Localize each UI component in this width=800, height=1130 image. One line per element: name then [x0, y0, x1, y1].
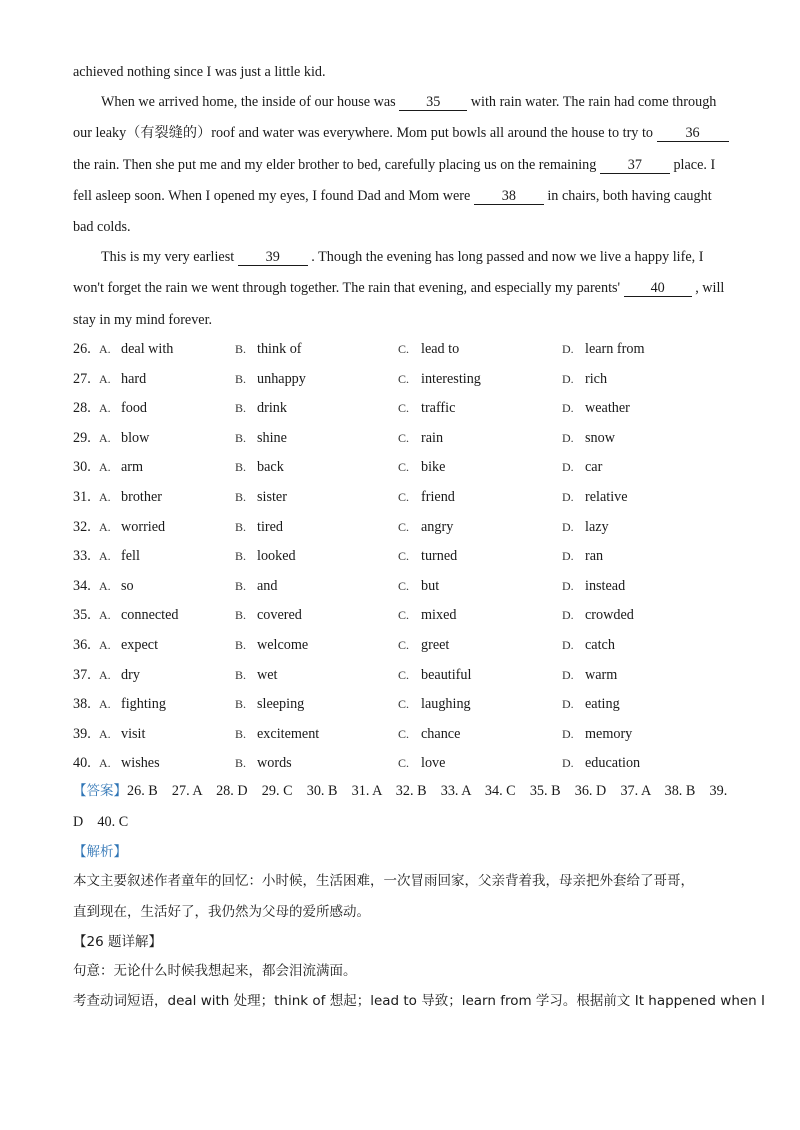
question-row	[73, 488, 753, 506]
option-letter-c: C.	[398, 638, 410, 652]
passage-text: place. I	[669, 157, 716, 173]
question-row	[73, 666, 753, 684]
passage-text: the rain. Then she put me and my elder brother to bed, carefully placing us on the remaining	[73, 157, 600, 173]
option-c[interactable]: rain	[421, 429, 444, 446]
option-d[interactable]: weather	[585, 400, 630, 417]
option-c[interactable]: angry	[421, 518, 454, 535]
question-row	[73, 636, 753, 654]
option-b[interactable]: wet	[257, 666, 278, 683]
option-letter-b: B.	[235, 697, 247, 712]
option-a[interactable]: blow	[121, 429, 150, 446]
option-letter-d: D.	[562, 430, 574, 445]
q26-detail: 考查动词短语，deal with 处理；think of 想起；lead to 导致；learn from 学习。根据前文 It happened when I	[73, 993, 766, 1009]
question-row	[73, 606, 753, 624]
option-c[interactable]: interesting	[421, 370, 481, 387]
question-row	[73, 370, 753, 388]
option-c[interactable]: lead to	[421, 341, 460, 357]
option-letter-c: C.	[398, 756, 410, 771]
option-letter-c: C.	[398, 430, 410, 445]
option-letter-a: A.	[99, 608, 111, 623]
option-letter-a: A.	[99, 697, 111, 712]
passage-line: achieved nothing since I was just a little kid.	[73, 64, 326, 80]
option-letter-a: A.	[99, 519, 111, 534]
question-number: 26.	[73, 341, 91, 357]
option-letter-c: C.	[398, 726, 410, 741]
option-d[interactable]: car	[585, 459, 603, 476]
passage-text: , will	[691, 280, 725, 296]
option-letter-b: B.	[235, 519, 247, 534]
option-letter-d: D.	[562, 756, 574, 771]
passage-text: . Though the evening has long passed and now we live a happy life, I	[307, 249, 704, 265]
option-a[interactable]: brother	[121, 489, 162, 505]
option-letter-b: B.	[235, 490, 247, 504]
option-b[interactable]: sleeping	[257, 696, 305, 713]
option-letter-b: B.	[235, 342, 247, 356]
option-letter-d: D.	[562, 697, 574, 712]
question-number: 39.	[73, 725, 91, 742]
option-c[interactable]: bike	[421, 459, 446, 476]
option-letter-b: B.	[235, 608, 247, 623]
option-letter-d: D.	[562, 608, 574, 623]
option-a[interactable]: dry	[121, 666, 140, 683]
option-letter-c: C.	[398, 342, 410, 356]
option-letter-a: A.	[99, 401, 111, 416]
option-c[interactable]: laughing	[421, 696, 471, 713]
passage-line	[73, 156, 715, 174]
option-letter-a: A.	[99, 460, 111, 475]
option-a[interactable]: wishes	[121, 755, 160, 772]
passage-text: When we arrived home, the inside of our house was	[101, 94, 400, 110]
option-letter-d: D.	[562, 549, 574, 564]
option-letter-b: B.	[235, 638, 247, 652]
option-letter-a: A.	[99, 549, 111, 564]
question-number: 28.	[73, 400, 91, 417]
option-b[interactable]: tired	[257, 518, 283, 535]
option-d[interactable]: memory	[585, 725, 633, 742]
passage-text: fell asleep soon. When I opened my eyes, I found Dad and Mom were	[73, 188, 474, 204]
option-a[interactable]: deal with	[121, 341, 174, 357]
option-b[interactable]: welcome	[257, 637, 309, 653]
option-d[interactable]: eating	[585, 696, 620, 713]
question-number: 35.	[73, 607, 91, 624]
passage-line	[101, 93, 716, 111]
option-a[interactable]: connected	[121, 607, 179, 624]
option-d[interactable]: education	[585, 755, 641, 772]
option-letter-b: B.	[235, 726, 247, 741]
question-row	[73, 399, 753, 417]
analysis-label: 【解析】	[73, 844, 127, 860]
option-a[interactable]: fighting	[121, 696, 166, 713]
option-letter-c: C.	[398, 490, 410, 504]
option-d[interactable]: ran	[585, 548, 604, 565]
answer-label: 【答案】	[73, 783, 127, 799]
option-a[interactable]: hard	[121, 370, 147, 387]
option-letter-c: C.	[398, 371, 410, 386]
option-b[interactable]: unhappy	[257, 370, 306, 387]
option-letter-b: B.	[235, 430, 247, 445]
blank-40[interactable]: 40	[624, 281, 692, 297]
blank-39[interactable]: 39	[238, 250, 308, 266]
option-letter-b: B.	[235, 667, 247, 682]
question-number: 34.	[73, 577, 91, 594]
option-d[interactable]: catch	[585, 637, 615, 653]
passage-text: won't forget the rain we went through together. The rain that evening, and especially my parents'	[73, 280, 624, 296]
option-a[interactable]: fell	[121, 548, 140, 565]
option-letter-c: C.	[398, 578, 410, 593]
option-d[interactable]: warm	[585, 666, 618, 683]
question-row	[73, 695, 753, 713]
option-c[interactable]: but	[421, 577, 440, 594]
option-letter-a: A.	[99, 726, 111, 741]
option-a[interactable]: visit	[121, 725, 146, 742]
option-letter-a: A.	[99, 638, 111, 652]
option-letter-d: D.	[562, 667, 574, 682]
option-b[interactable]: back	[257, 459, 284, 476]
question-row	[73, 518, 753, 536]
option-b[interactable]: sister	[257, 489, 287, 505]
option-letter-b: B.	[235, 578, 247, 593]
question-row	[73, 429, 753, 447]
question-number: 32.	[73, 518, 91, 535]
option-letter-b: B.	[235, 549, 247, 564]
question-number: 31.	[73, 489, 91, 505]
question-row	[73, 754, 753, 772]
question-row	[73, 725, 753, 743]
question-number: 27.	[73, 370, 91, 387]
option-letter-d: D.	[562, 578, 574, 593]
option-letter-a: A.	[99, 578, 111, 593]
option-a[interactable]: so	[121, 577, 134, 594]
passage-line	[73, 279, 724, 297]
option-d[interactable]: learn from	[585, 341, 645, 357]
option-d[interactable]: snow	[585, 429, 615, 446]
question-row	[73, 547, 753, 565]
option-d[interactable]: rich	[585, 370, 608, 387]
question-number: 30.	[73, 459, 91, 476]
option-letter-a: A.	[99, 756, 111, 771]
option-letter-c: C.	[398, 549, 410, 564]
option-letter-d: D.	[562, 726, 574, 741]
option-c[interactable]: mixed	[421, 607, 457, 624]
option-letter-a: A.	[99, 667, 111, 682]
question-number: 38.	[73, 696, 91, 713]
option-b[interactable]: looked	[257, 548, 296, 565]
option-c[interactable]: love	[421, 755, 446, 772]
option-c[interactable]: friend	[421, 489, 455, 505]
analysis-summary: 本文主要叙述作者童年的回忆：小时候，生活困难，一次冒雨回家，父亲背着我，母亲把外套给了哥哥，	[73, 873, 694, 889]
option-letter-d: D.	[562, 371, 574, 386]
option-a[interactable]: worried	[121, 518, 166, 535]
passage-text: our leaky（有裂缝的）roof and water was everywhere. Mom put bowls all around the house to try to	[73, 125, 657, 141]
option-letter-c: C.	[398, 460, 410, 475]
option-letter-a: A.	[99, 430, 111, 445]
question-number: 40.	[73, 755, 91, 772]
option-letter-d: D.	[562, 342, 574, 356]
passage-text: with rain water. The rain had come through	[467, 94, 717, 110]
question-number: 37.	[73, 666, 91, 683]
option-b[interactable]: words	[257, 755, 292, 772]
blank-36[interactable]: 36	[657, 126, 729, 142]
option-c[interactable]: turned	[421, 548, 458, 565]
option-d[interactable]: relative	[585, 489, 628, 505]
option-d[interactable]: crowded	[585, 607, 634, 624]
question-row	[73, 458, 753, 476]
option-letter-d: D.	[562, 460, 574, 475]
question-row	[73, 340, 753, 358]
option-letter-a: A.	[99, 342, 111, 356]
question-row	[73, 577, 753, 595]
option-letter-a: A.	[99, 490, 111, 504]
option-b[interactable]: excitement	[257, 725, 320, 742]
passage-line	[73, 187, 712, 205]
blank-37[interactable]: 37	[600, 158, 670, 174]
option-a[interactable]: arm	[121, 459, 144, 476]
passage-text: in chairs, both having caught	[543, 188, 712, 204]
option-letter-d: D.	[562, 638, 574, 652]
option-d[interactable]: instead	[585, 577, 626, 594]
option-letter-d: D.	[562, 519, 574, 534]
option-letter-c: C.	[398, 519, 410, 534]
question-number: 33.	[73, 548, 91, 565]
option-b[interactable]: drink	[257, 400, 287, 417]
answer-line: D 40. C	[73, 814, 129, 830]
passage-line	[101, 248, 703, 266]
answer-line	[73, 782, 727, 800]
option-letter-b: B.	[235, 460, 247, 475]
option-letter-b: B.	[235, 756, 247, 771]
answer-keys: 26. B 27. A 28. D 29. C 30. B 31. A 32. B 33. A 34. C 35. B 36. D 37. A 38. B 39.	[127, 783, 728, 799]
analysis-summary: 直到现在，生活好了，我仍然为父母的爱所感动。	[73, 904, 370, 920]
option-letter-c: C.	[398, 697, 410, 712]
blank-35[interactable]: 35	[399, 95, 467, 111]
passage-line: stay in my mind forever.	[73, 312, 213, 328]
option-d[interactable]: lazy	[585, 518, 609, 535]
option-c[interactable]: greet	[421, 637, 450, 653]
option-b[interactable]: think of	[257, 341, 302, 357]
passage-line: bad colds.	[73, 219, 131, 235]
option-b[interactable]: shine	[257, 429, 287, 446]
q26-detail-label: 【26 题详解】	[73, 934, 162, 950]
passage-line	[73, 124, 729, 142]
option-letter-a: A.	[99, 371, 111, 386]
option-letter-b: B.	[235, 401, 247, 416]
option-c[interactable]: chance	[421, 725, 461, 742]
option-letter-c: C.	[398, 667, 410, 682]
question-number: 29.	[73, 429, 91, 446]
option-letter-c: C.	[398, 608, 410, 623]
option-a[interactable]: expect	[121, 637, 159, 653]
option-c[interactable]: traffic	[421, 400, 456, 417]
option-letter-b: B.	[235, 371, 247, 386]
question-number: 36.	[73, 637, 91, 653]
option-a[interactable]: food	[121, 400, 148, 417]
option-letter-d: D.	[562, 401, 574, 416]
option-letter-c: C.	[398, 401, 410, 416]
passage-text: This is my very earliest	[101, 249, 238, 265]
option-letter-d: D.	[562, 490, 574, 504]
q26-meaning: 句意：无论什么时候我想起来，都会泪流满面。	[73, 963, 357, 979]
blank-38[interactable]: 38	[474, 189, 544, 205]
option-b[interactable]: covered	[257, 607, 302, 624]
option-b[interactable]: and	[257, 577, 278, 594]
option-c[interactable]: beautiful	[421, 666, 472, 683]
